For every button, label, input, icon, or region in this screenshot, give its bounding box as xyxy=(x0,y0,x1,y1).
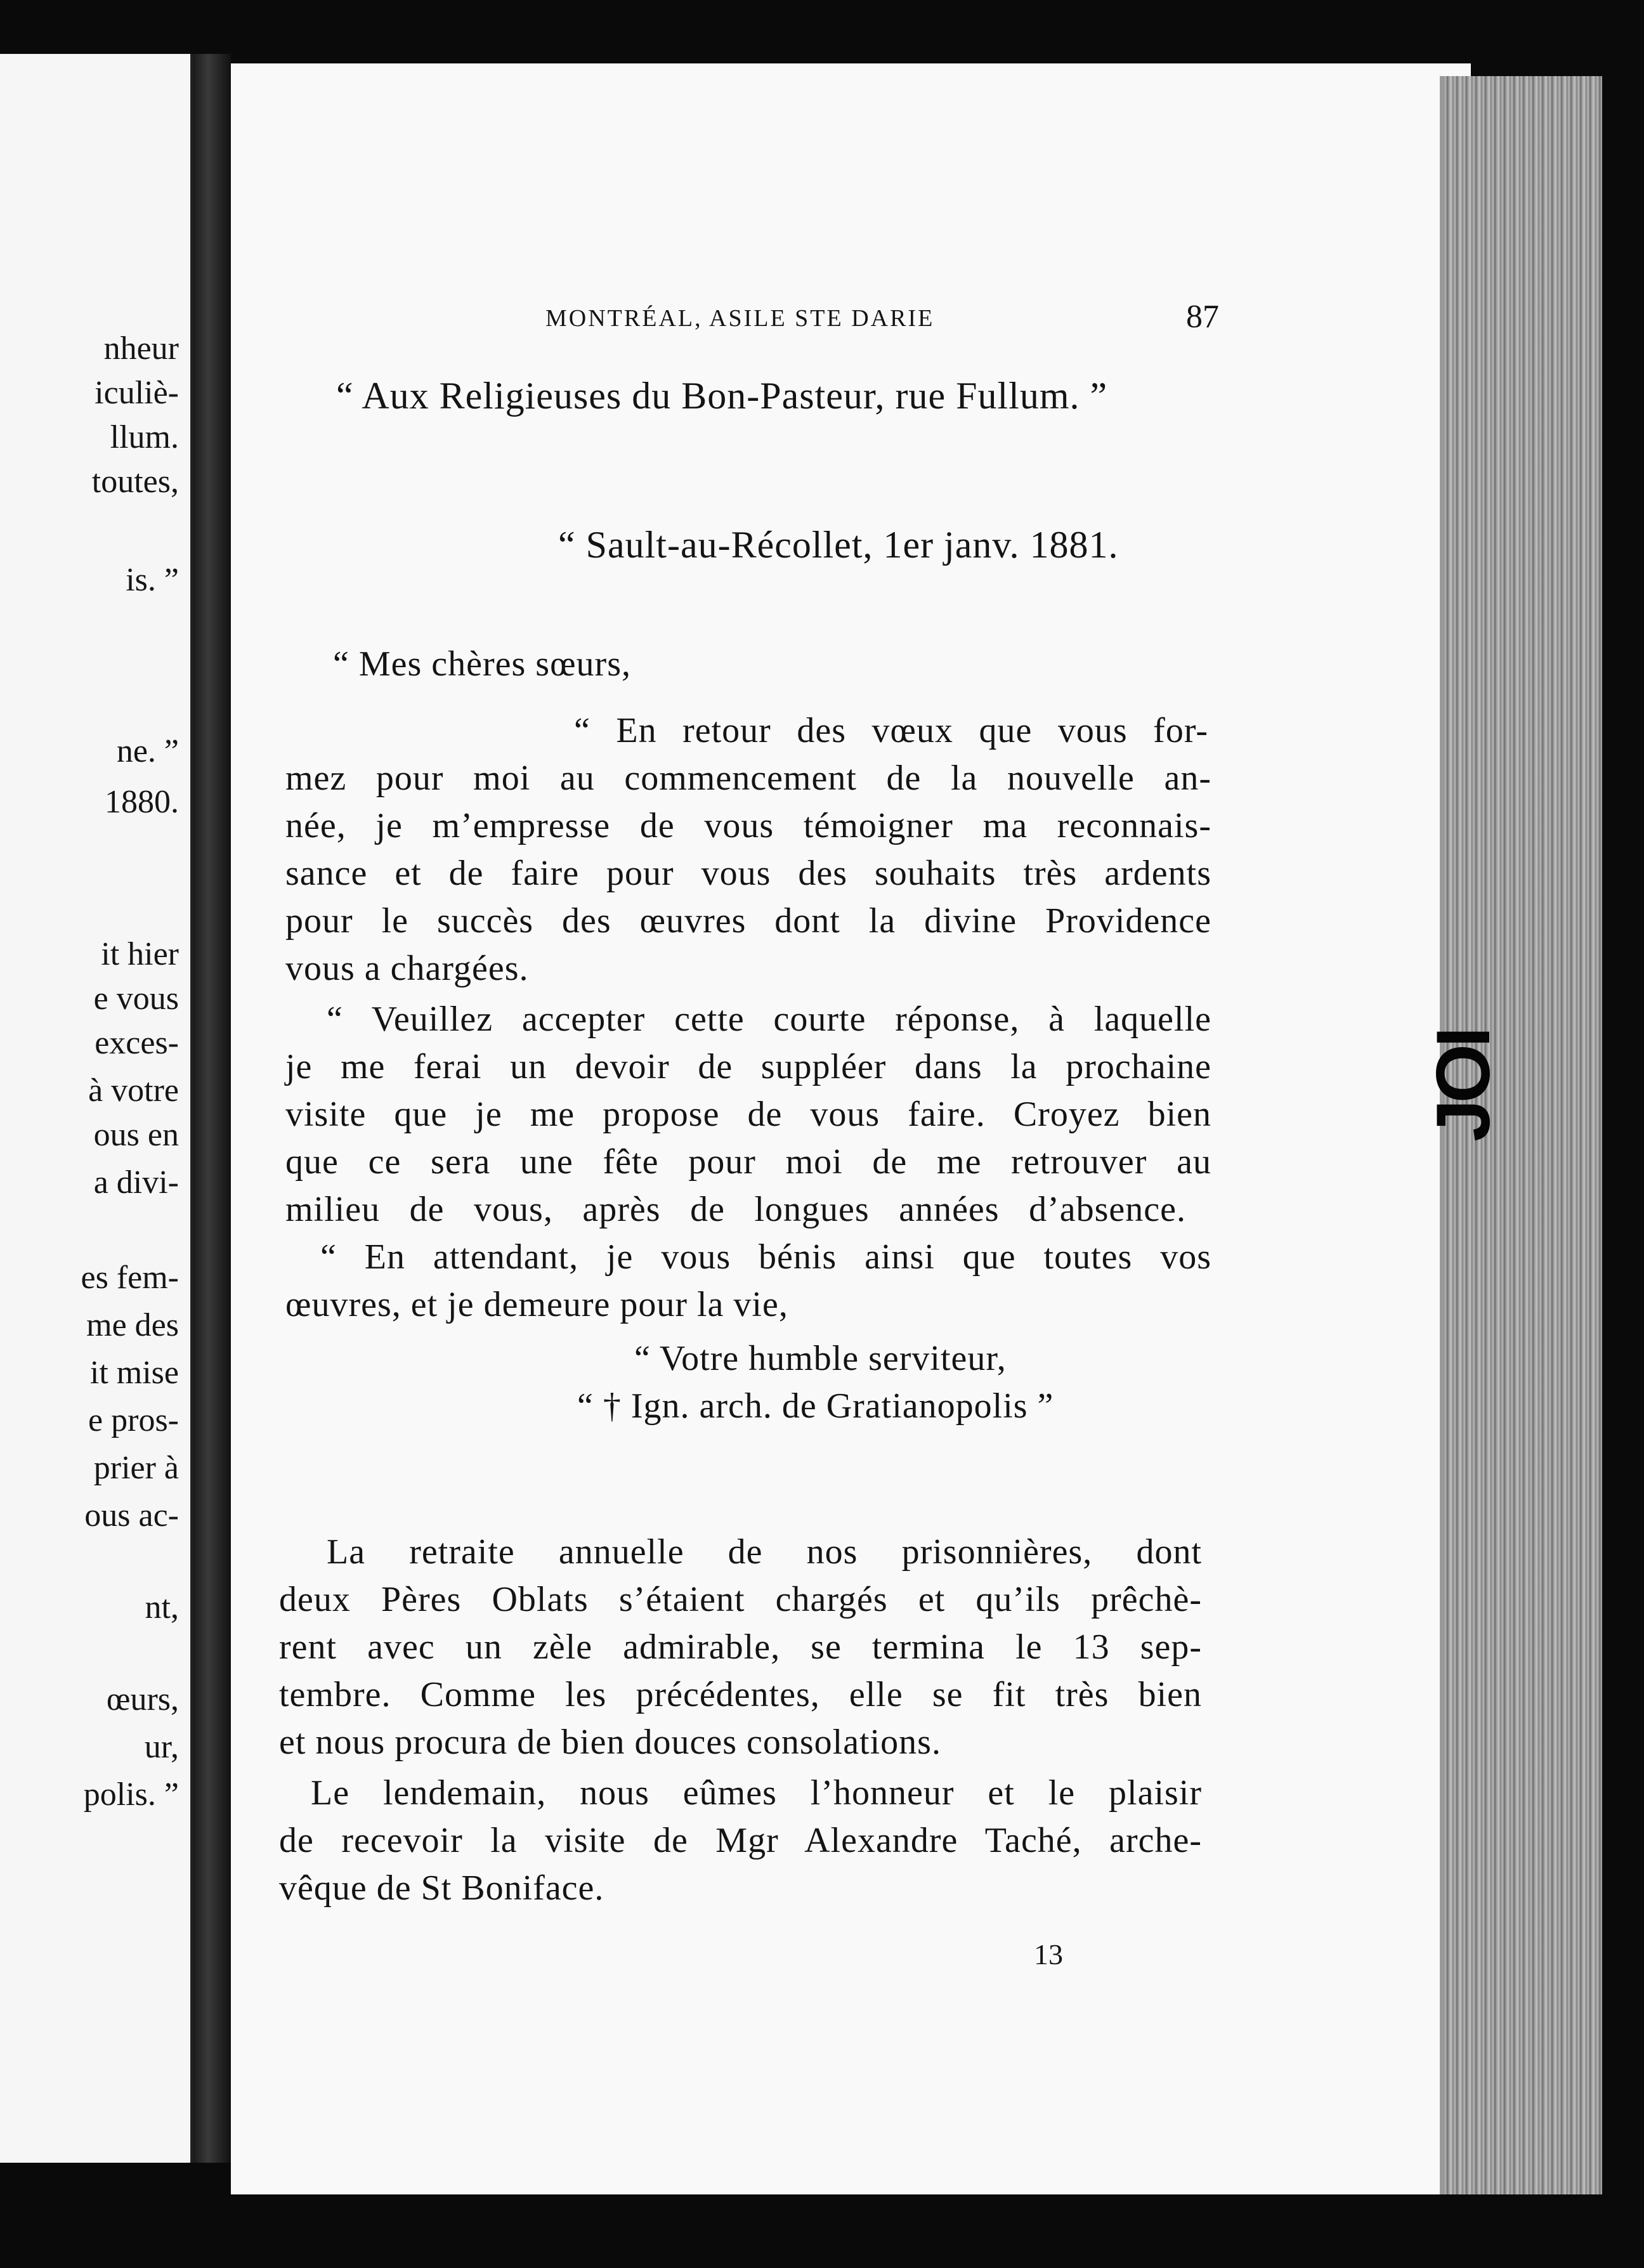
running-head: MONTRÉAL, ASILE STE DARIE xyxy=(545,305,935,332)
facing-line: me des xyxy=(86,1307,179,1343)
letter-line: pour le succès des œuvres dont la divine Providence xyxy=(285,901,1211,941)
facing-line: œurs, xyxy=(106,1681,179,1717)
facing-line: nt, xyxy=(145,1589,179,1626)
letter-line: sance et de faire pour vous des souhaits très ardents xyxy=(285,854,1211,893)
letter-line: œuvres, et je demeure pour la vie, xyxy=(285,1285,788,1324)
letter-line: je me ferai un devoir de suppléer dans la prochaine xyxy=(285,1047,1211,1086)
facing-line: it hier xyxy=(101,936,179,972)
letter-address: “ Aux Religieuses du Bon-Pasteur, rue Fullum. ” xyxy=(336,375,1108,417)
narrative-line: rent avec un zèle admirable, se termina le 13 sep- xyxy=(279,1627,1202,1667)
letter-line: mez pour moi au commencement de la nouvelle an- xyxy=(285,759,1211,798)
letter-closing: “ Votre humble serviteur, xyxy=(634,1339,1007,1378)
facing-line: e pros- xyxy=(88,1402,179,1438)
facing-line: à votre xyxy=(88,1072,179,1109)
book-gutter xyxy=(193,54,231,2163)
facing-line: it mise xyxy=(89,1355,179,1391)
letter-line: visite que je me propose de vous faire. Croyez bien xyxy=(285,1095,1211,1134)
narrative-line: et nous procura de bien douces consolations. xyxy=(279,1723,941,1762)
narrative-line: Le lendemain, nous eûmes l’honneur et le plaisir xyxy=(311,1773,1202,1813)
facing-line: ous ac- xyxy=(84,1497,179,1534)
facing-line: ne. ” xyxy=(116,733,179,769)
narrative-line: tembre. Comme les précédentes, elle se fit très bien xyxy=(279,1675,1202,1714)
facing-line: nheur xyxy=(103,330,179,367)
facing-line: e vous xyxy=(93,981,179,1017)
letter-line: “ Veuillez accepter cette courte réponse, à laquelle xyxy=(327,1000,1211,1039)
facing-line: exces- xyxy=(95,1025,179,1061)
narrative-line: de recevoir la visite de Mgr Alexandre Taché, arche- xyxy=(279,1821,1202,1860)
letter-salutation: “ Mes chères sœurs, xyxy=(333,644,631,684)
facing-line: es fem- xyxy=(81,1260,179,1296)
letter-line: née, je m’empresse de vous témoigner ma reconnais- xyxy=(285,806,1211,845)
edge-stamp: JOI xyxy=(1421,1030,1506,1142)
facing-line: is. ” xyxy=(126,562,179,598)
facing-line: ur, xyxy=(144,1729,179,1765)
letter-dateline: “ Sault-au-Récollet, 1er janv. 1881. xyxy=(558,524,1119,566)
facing-line: a divi- xyxy=(93,1164,179,1201)
facing-page-fragment xyxy=(0,54,193,2163)
facing-line: ous en xyxy=(93,1117,179,1153)
letter-line: “ En attendant, je vous bénis ainsi que toutes vos xyxy=(320,1237,1211,1277)
facing-line: toutes, xyxy=(91,464,179,500)
printer-signature-mark: 13 xyxy=(1034,1938,1063,1971)
narrative-line: La retraite annuelle de nos prisonnières, dont xyxy=(327,1532,1202,1572)
letter-line: vous a chargées. xyxy=(285,949,529,988)
facing-line: llum. xyxy=(110,419,179,455)
narrative-line: vêque de St Boniface. xyxy=(279,1868,604,1908)
letter-line: “ En retour des vœux que vous for- xyxy=(574,711,1208,750)
facing-line: 1880. xyxy=(105,784,179,820)
narrative-line: deux Pères Oblats s’étaient chargés et qu’ils prêchè- xyxy=(279,1580,1202,1619)
letter-line: que ce sera une fête pour moi de me retrouver au xyxy=(285,1142,1211,1182)
letter-signature: “ † Ign. arch. de Gratianopolis ” xyxy=(577,1386,1054,1426)
letter-line: milieu de vous, après de longues années d’absence. xyxy=(285,1190,1186,1229)
page-number: 87 xyxy=(1186,299,1219,335)
facing-line: polis. ” xyxy=(83,1776,179,1813)
facing-line: iculiè- xyxy=(95,375,179,411)
facing-line: prier à xyxy=(93,1450,179,1486)
